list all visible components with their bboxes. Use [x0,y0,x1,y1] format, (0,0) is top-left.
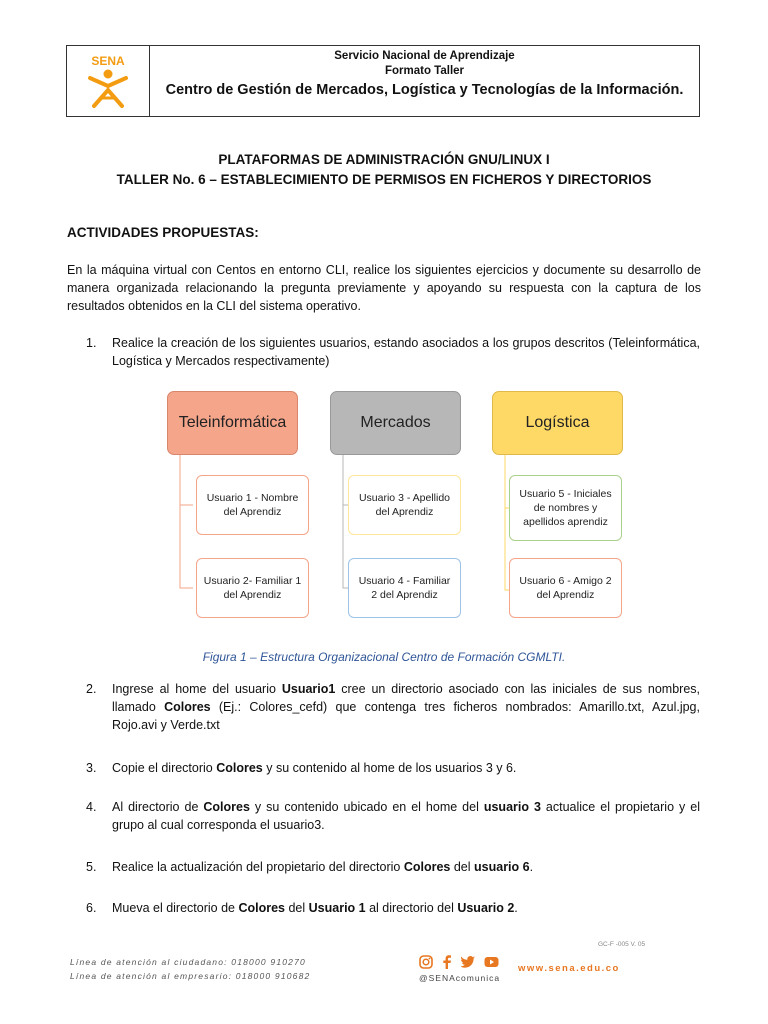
website-link[interactable]: www.sena.edu.co [518,963,620,974]
item-number: 3. [86,761,97,775]
workshop-title: TALLER No. 6 – ESTABLECIMIENTO DE PERMISOS EN FICHEROS Y DIRECTORIOS [116,172,652,187]
item-number: 2. [86,682,97,696]
group-box-logistica: Logística [492,391,623,455]
item-text: Realice la creación de los siguientes usuarios, estando asociados a los grupos descritos (Teleinformática, Logística y Mercados respectivamente) [112,336,700,368]
facebook-icon[interactable] [442,955,452,969]
item-text: Copie el directorio Colores y su contenido al home de los usuarios 3 y 6. [112,761,517,775]
citizen-line: Línea de atención al ciudadano: 018000 910270 [70,957,306,967]
youtube-icon[interactable] [484,956,499,968]
format-name: Formato Taller [384,65,465,77]
twitter-icon[interactable] [461,956,475,968]
center-name: Centro de Gestión de Mercados, Logística y Tecnologías de la Información. [165,82,684,98]
item-text: Mueva el directorio de Colores del Usuario 1 al directorio del Usuario 2. [112,901,518,915]
user-box-4: Usuario 4 - Familiar 2 del Aprendiz [348,558,461,618]
group-box-mercados: Mercados [330,391,461,455]
course-title: PLATAFORMAS DE ADMINISTRACIÓN GNU/LINUX I [218,152,550,167]
business-line: Línea de atención al empresario: 018000 910682 [70,971,311,981]
intro-paragraph: En la máquina virtual con Centos en entorno CLI, realice los siguientes ejercicios y documente su desarrollo de manera organizada relacionando la pregunta previamente y apoyando su respuesta con la captura de los resultados obtenidos en la CLI del sistema operativo. [67,263,701,313]
list-item-2 [88,680,700,734]
item-number: 5. [86,860,97,874]
user-box-5: Usuario 5 - Iniciales de nombres y apellidos aprendiz [509,475,622,541]
item-number: 6. [86,901,97,915]
item-text: Al directorio de Colores y su contenido ubicado en el home del usuario 3 actualice el propietario y el grupo al cual corresponda el usuario3. [112,800,700,832]
user-box-2: Usuario 2- Familiar 1 del Aprendiz [196,558,309,618]
user-box-3: Usuario 3 - Apellido del Aprendiz [348,475,461,535]
list-item-3 [88,759,700,777]
social-handle: @SENAcomunica [419,973,501,983]
user-box-6: Usuario 6 - Amigo 2 del Aprendiz [509,558,622,618]
group-box-teleinformatica: Teleinformática [167,391,298,455]
item-number: 1. [86,336,97,350]
section-heading: ACTIVIDADES PROPUESTAS: [67,225,259,240]
social-icons [419,955,499,969]
list-item-6 [88,899,700,917]
user-box-1: Usuario 1 - Nombre del Aprendiz [196,475,309,535]
org-name: Servicio Nacional de Aprendizaje [334,50,515,62]
document-code: GC-F -005 V. 05 [598,941,646,948]
svg-text:SENA: SENA [91,54,125,68]
instagram-icon[interactable] [419,955,433,969]
item-text: Ingrese al home del usuario Usuario1 cree un directorio asociado con las iniciales de sus nombres, llamado Colores (Ej.: Colores_cefd) que contenga tres ficheros nombrados: Amarillo.txt, Azul.jpg, Rojo.avi y Verde.txt [112,682,700,732]
item-number: 4. [86,800,97,814]
figure-caption: Figura 1 – Estructura Organizacional Centro de Formación CGMLTI. [202,650,566,664]
list-item-5 [88,858,700,876]
list-item-4 [88,798,700,834]
item-text: Realice la actualización del propietario del directorio Colores del usuario 6. [112,860,534,874]
